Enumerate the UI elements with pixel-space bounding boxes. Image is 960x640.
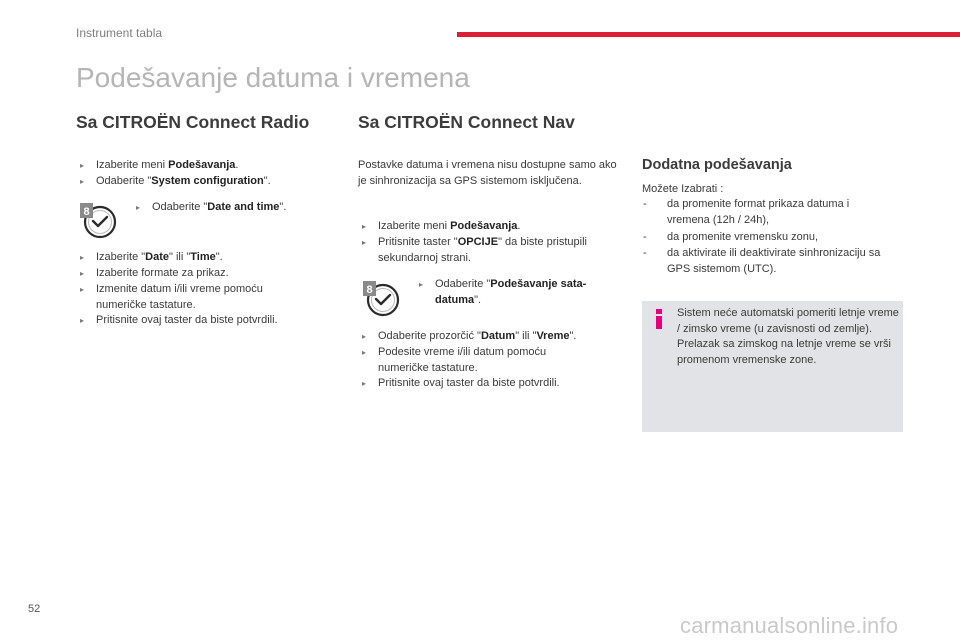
confirm-button-icon bbox=[363, 278, 411, 323]
page-title: Podešavanje datuma i vremena bbox=[76, 62, 470, 93]
info-text-2: Prelazak sa zimskog na letnje vreme se vrši promenom vremenske zone. bbox=[677, 338, 891, 366]
nav-step-4: ▸ Podesite vreme i/ili datum pomoću numeričke tastature. bbox=[362, 346, 547, 374]
info-text bbox=[677, 306, 899, 368]
arrow-bullet-icon: ▸ bbox=[80, 285, 85, 294]
extra-item-3: - da aktivirate ili deaktivirate sinhronizaciju sa GPS sistemom (UTC). bbox=[643, 247, 881, 275]
arrow-bullet-icon: ▸ bbox=[80, 269, 85, 278]
nav-sub-step: ▸ Odaberite "Podešavanje sata-datuma". bbox=[419, 278, 587, 306]
radio-step-6: ▸ Pritisnite ovaj taster da biste potvrdili. bbox=[80, 313, 340, 329]
radio-step-4: ▸ Izaberite formate za prikaz. bbox=[80, 266, 340, 282]
radio-step-1: ▸ Izaberite meni Podešavanja. bbox=[80, 158, 330, 174]
nav-section-title: Sa CITROËN Connect Nav bbox=[358, 112, 575, 132]
arrow-bullet-icon: ▸ bbox=[80, 161, 85, 170]
svg-text:8: 8 bbox=[83, 206, 90, 218]
extra-intro: Možete Izabrati : bbox=[642, 183, 724, 195]
arrow-bullet-icon: ▸ bbox=[419, 280, 424, 289]
radio-section-title: Sa CITROËN Connect Radio bbox=[76, 112, 310, 132]
radio-sub-step: ▸ Odaberite "Date and time". bbox=[136, 200, 326, 216]
nav-step-5: ▸ Pritisnite ovaj taster da biste potvrdili. bbox=[362, 376, 627, 392]
svg-text:8: 8 bbox=[366, 284, 373, 296]
arrow-bullet-icon: ▸ bbox=[80, 253, 85, 262]
watermark: carmanualsonline.info bbox=[680, 613, 899, 638]
arrow-bullet-icon: ▸ bbox=[80, 177, 85, 186]
radio-step-5: ▸ Izmenite datum i/ili vreme pomoću numeričke tastature. bbox=[80, 283, 263, 311]
running-header: Instrument tabla bbox=[76, 26, 163, 40]
extra-item-2: - da promenite vremensku zonu, bbox=[643, 231, 819, 243]
header-rule bbox=[457, 32, 960, 37]
confirm-button-icon bbox=[80, 200, 128, 245]
nav-step-3: ▸ Odaberite prozorčić "Datum" ili "Vreme". bbox=[362, 329, 627, 345]
extra-section-title: Dodatna podešavanja bbox=[642, 157, 792, 173]
arrow-bullet-icon: ▸ bbox=[362, 332, 367, 341]
arrow-bullet-icon: ▸ bbox=[362, 348, 367, 357]
info-box bbox=[642, 301, 903, 432]
radio-step-3: ▸ Izaberite "Date" ili "Time". bbox=[80, 250, 340, 266]
arrow-bullet-icon: ▸ bbox=[136, 203, 141, 212]
extra-item-1: - da promenite format prikaza datuma i vremena (12h / 24h), bbox=[643, 198, 850, 226]
nav-intro: Postavke datuma i vremena nisu dostupne samo ako je sinhronizacija sa GPS sistemom isključena. bbox=[358, 159, 617, 187]
nav-step-1: ▸ Izaberite meni Podešavanja. bbox=[362, 219, 622, 235]
page-number: 52 bbox=[28, 603, 41, 615]
info-icon bbox=[654, 309, 664, 329]
info-text-1: Sistem neće automatski pomeriti letnje vreme / zimsko vreme (u zavisnosti od zemlje). bbox=[677, 307, 899, 335]
nav-step-2: ▸ Pritisnite taster "OPCIJE" da biste pristupili sekundarnoj strani. bbox=[362, 236, 587, 264]
arrow-bullet-icon: ▸ bbox=[362, 379, 367, 388]
arrow-bullet-icon: ▸ bbox=[362, 238, 367, 247]
radio-step-2: ▸ Odaberite "System configuration". bbox=[80, 174, 330, 190]
arrow-bullet-icon: ▸ bbox=[80, 316, 85, 325]
arrow-bullet-icon: ▸ bbox=[362, 222, 367, 231]
